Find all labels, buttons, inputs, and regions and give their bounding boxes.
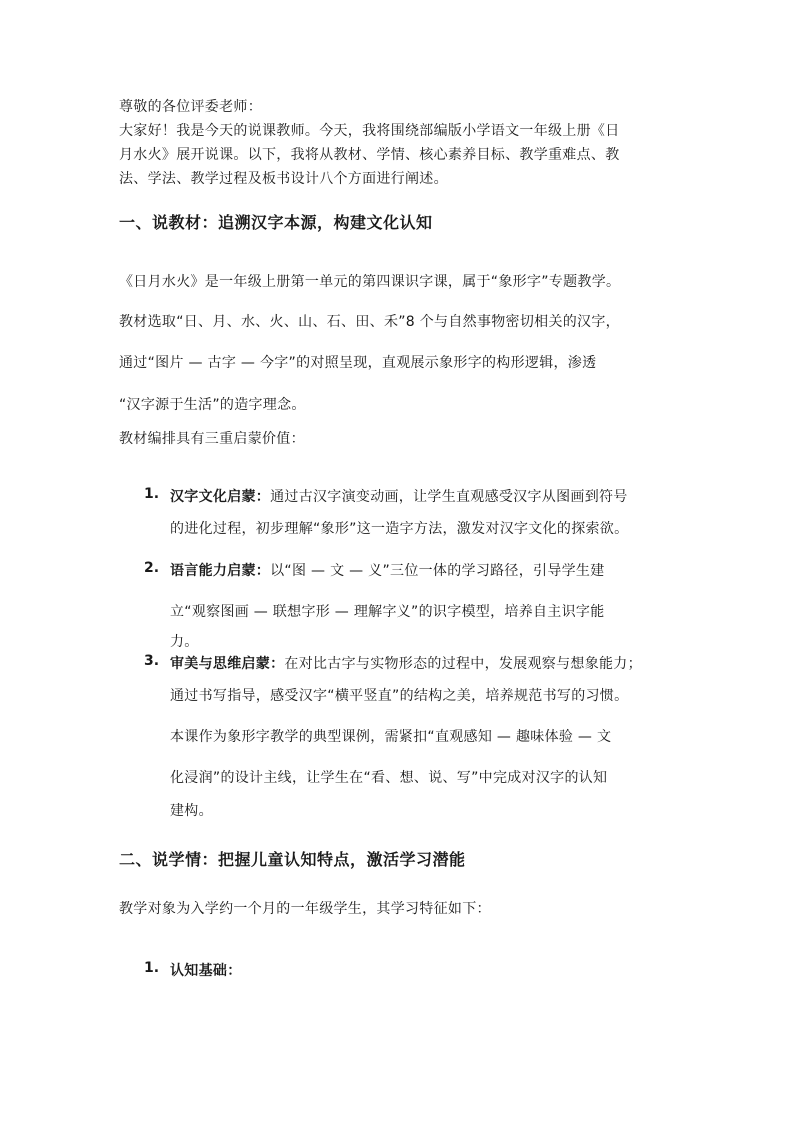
list-item-line: 通过书写指导，感受汉字“横平竖直”的结构之美，培养规范书写的习惯。 [170, 688, 629, 704]
list-item-line: 化浸润”的设计主线，让学生在“看、想、说、写”中完成对汉字的认知 [170, 770, 608, 786]
greeting: 尊敬的各位评委老师： [119, 99, 262, 115]
list-item-line: 立“观察图画 — 联想字形 — 理解字义”的识字模型，培养自主识字能 [170, 604, 605, 620]
list-item-title: 语言能力启蒙： [170, 563, 271, 579]
intro-line: 大家好！我是今天的说课教师。今天，我将围绕部编版小学语文一年级上册《日 [119, 123, 620, 139]
list-item-title: 汉字文化启蒙： [170, 489, 271, 505]
list-item-line [170, 960, 242, 980]
paragraph-line: 通过“图片 — 古字 — 今字”的对照呈现，直观展示象形字的构形逻辑，渗透 [119, 355, 597, 371]
intro-line: 法、学法、教学过程及板书设计八个方面进行阐述。 [119, 171, 448, 187]
list-item-text: 以“图 — 文 — 义”三位一体的学习路径，引导学生建 [270, 563, 605, 579]
list-item-text: 通过古汉字演变动画，让学生直观感受汉字从图画到符号 [270, 489, 628, 505]
list-number: 2. [144, 560, 160, 576]
list-item-line: 建构。 [170, 803, 213, 819]
paragraph-line: 教材编排具有三重启蒙价值： [119, 431, 305, 447]
list-item-text: 在对比古字与实物形态的过程中，发展观察与想象能力； [284, 656, 642, 672]
list-item-line: 力。 [170, 634, 199, 650]
list-item-title: 审美与思维启蒙： [170, 656, 285, 672]
list-number: 1. [144, 486, 160, 502]
list-number: 3. [144, 653, 160, 669]
section-heading: 一、说教材：追溯汉字本源，构建文化认知 [119, 213, 433, 232]
paragraph-line: 教学对象为入学约一个月的一年级学生，其学习特征如下： [119, 901, 491, 917]
list-item-line: 本课作为象形字教学的典型课例，需紧扣“直观感知 — 趣味体验 — 文 [170, 729, 612, 745]
paragraph-line: 《日月水火》是一年级上册第一单元的第四课识字课，属于“象形字”专题教学。 [119, 274, 621, 290]
paragraph-line: 教材选取“日、月、水、火、山、石、田、禾”8 个与自然事物密切相关的汉字， [119, 314, 620, 330]
list-number: 1. [144, 960, 160, 976]
section-heading: 二、说学情：把握儿童认知特点，激活学习潜能 [119, 850, 466, 869]
intro-line: 月水火》展开说课。以下，我将从教材、学情、核心素养目标、教学重难点、教 [119, 147, 620, 163]
list-item-title: 认知基础： [170, 963, 242, 979]
list-item-line [170, 486, 628, 506]
list-item-line [170, 653, 642, 673]
list-item-line [170, 560, 605, 580]
list-item-line: 的进化过程，初步理解“象形”这一造字方法，激发对汉字文化的探索欲。 [170, 521, 629, 537]
paragraph-line: “汉字源于生活”的造字理念。 [119, 397, 306, 413]
